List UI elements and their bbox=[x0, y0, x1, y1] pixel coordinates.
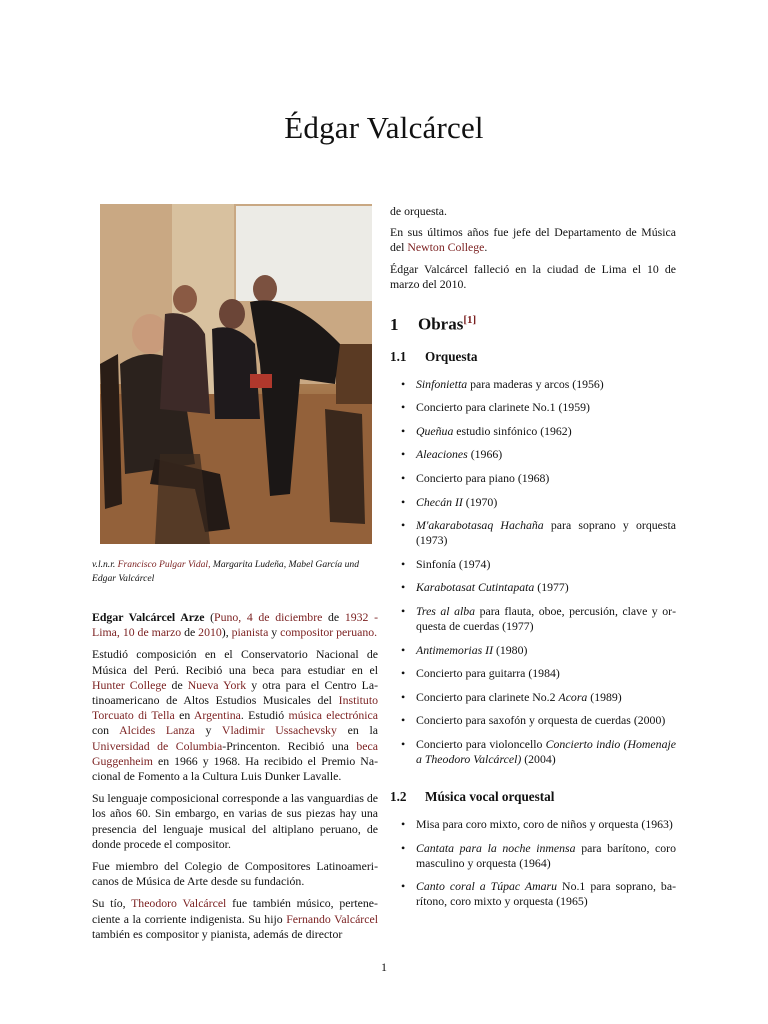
work-details: para soprano y orquesta (1973) bbox=[416, 518, 676, 548]
text-y: y bbox=[271, 625, 278, 640]
link-instituto-di-tella[interactable]: Instituto Torcuato di Tella bbox=[92, 693, 378, 723]
work-item bbox=[390, 557, 676, 572]
text-de-2: de bbox=[184, 625, 196, 640]
bio-continuation: de orquesta. bbox=[390, 204, 447, 218]
link-alcides-lanza[interactable]: Alcides Lanza bbox=[119, 723, 195, 738]
bio-studies bbox=[92, 647, 378, 784]
work-item bbox=[390, 690, 676, 705]
work-item bbox=[390, 737, 676, 767]
work-title: Aleaciones bbox=[416, 447, 468, 462]
work-details: Concierto para clarinete No.1 (1959) bbox=[416, 400, 590, 415]
bio-family bbox=[92, 896, 378, 942]
bio-name: Edgar Valcárcel Arze bbox=[92, 610, 205, 624]
work-item bbox=[390, 518, 676, 548]
bio-death: Édgar Valcárcel falleció en la ciudad de Lima el 10 de marzo del 2010. bbox=[390, 261, 676, 291]
link-fernando-valcarcel[interactable]: Fernando Valcárcel bbox=[286, 911, 378, 926]
text-de: de bbox=[328, 610, 340, 624]
work-details: Sinfonía (1974) bbox=[416, 556, 491, 571]
work-details: (2004) bbox=[521, 751, 556, 766]
work-item bbox=[390, 666, 676, 681]
work-details: (1980) bbox=[493, 642, 528, 657]
page-number: 1 bbox=[381, 960, 387, 974]
link-1932[interactable]: 1932 bbox=[344, 610, 369, 624]
work-title: Checán II bbox=[416, 494, 463, 509]
link-2010[interactable]: 2010 bbox=[198, 625, 222, 640]
reference-link-1[interactable]: [1] bbox=[463, 314, 477, 327]
section-title: Obras bbox=[418, 314, 464, 334]
link-universidad-columbia[interactable]: Universidad de Columbia bbox=[92, 738, 223, 753]
work-details: estudio sinfónico (1962) bbox=[453, 423, 572, 438]
text-paren: ), bbox=[221, 625, 229, 640]
work-item bbox=[390, 643, 676, 658]
link-ussachevsky[interactable]: Vladimir Ussachevsky bbox=[221, 723, 337, 738]
work-details: para maderas y arcos (1956) bbox=[467, 376, 604, 391]
link-hunter-college[interactable]: Hunter College bbox=[92, 677, 167, 692]
text-studies-d: en bbox=[174, 708, 194, 723]
subsection-title: Orquesta bbox=[425, 348, 478, 364]
work-title: M'akarabotasaq Hachaña bbox=[416, 518, 544, 533]
text-studies-h: en la bbox=[336, 723, 378, 738]
work-item bbox=[390, 817, 676, 832]
link-death-date[interactable]: 10 de marzo bbox=[122, 625, 182, 640]
link-theodoro-valcarcel[interactable]: Theodoro Valcárcel bbox=[131, 896, 227, 911]
work-title: Sinfonietta bbox=[416, 376, 468, 391]
text-newton-b: . bbox=[484, 240, 488, 255]
caption-prefix: v.l.n.r. bbox=[92, 559, 118, 570]
work-details: (1970) bbox=[462, 494, 498, 509]
right-column bbox=[390, 204, 676, 931]
work-title: Karabotasat Cutintapata bbox=[416, 580, 535, 595]
text-studies-g: y bbox=[194, 723, 222, 738]
work-prefix: Concierto para violoncello bbox=[416, 736, 546, 751]
work-item bbox=[390, 604, 676, 634]
link-lima[interactable]: - Lima, bbox=[92, 610, 379, 640]
text-studies-c: y otra para el Centro Latinoamericano de Altos Estudios Musicales del bbox=[92, 677, 378, 708]
link-newton-college[interactable]: Newton College bbox=[407, 240, 485, 255]
work-details: para flauta, oboe, percusión, clave y orquesta de cuerdas (1977) bbox=[416, 604, 676, 634]
work-title: Queñua bbox=[416, 423, 454, 438]
text-studies-i: -Princenton. Recibió una bbox=[222, 738, 357, 753]
link-pianista[interactable]: pianista bbox=[231, 625, 269, 640]
work-item bbox=[390, 713, 676, 728]
text-studies-j: en 1966 y 1968. Ha recibido el Premio Nacional de Fomento a la Cultura Luis Dunker Lavalle. bbox=[92, 753, 378, 784]
text-family-c: también es compositor y pianista, además de director bbox=[92, 926, 343, 941]
photo-composers bbox=[100, 204, 372, 544]
text-studies-f: con bbox=[92, 723, 120, 738]
bio-intro: Edgar Valcárcel Arze (Puno, 4 de diciembre de 1932 - Lima, 10 de marzo de 2010), pianista y compositor peruano. bbox=[92, 610, 379, 640]
work-details: para barítono, coro masculino y orquesta (1964) bbox=[416, 840, 677, 870]
work-title: Tres al alba bbox=[416, 604, 476, 619]
work-item bbox=[390, 879, 676, 909]
work-details: (1977) bbox=[534, 580, 569, 595]
caption-link-pulgar-vidal[interactable]: Francisco Pulgar Vidal, bbox=[117, 559, 211, 570]
left-column bbox=[92, 204, 378, 949]
work-item bbox=[390, 447, 676, 462]
text-newton-a: En sus últimos años fue jefe del Departamento de Música del bbox=[390, 225, 676, 255]
subsection-orquesta-heading bbox=[390, 349, 676, 365]
work-item bbox=[390, 400, 676, 415]
work-title: Antimemorias II bbox=[416, 642, 493, 657]
link-argentina[interactable]: Argentina bbox=[193, 708, 241, 723]
work-item bbox=[390, 471, 676, 486]
text-family-b: fue también músico, perteneciente a la corriente indigenista. Su hijo bbox=[92, 896, 378, 926]
work-details: Concierto para piano (1968) bbox=[416, 471, 550, 486]
work-item bbox=[390, 424, 676, 439]
subsection-number: 1.1 bbox=[390, 348, 407, 364]
work-details: Misa para coro mixto, coro de niños y orquesta (1963) bbox=[416, 816, 673, 831]
bio-membership: Fue miembro del Colegio de Compositores Latinoamericanos de Música de Arte desde su fundación. bbox=[92, 859, 378, 889]
subsection-vocal-heading bbox=[390, 789, 676, 805]
link-puno-birth[interactable]: Puno, 4 de diciembre bbox=[214, 610, 323, 624]
bio-newton bbox=[390, 225, 676, 255]
work-item bbox=[390, 495, 676, 510]
link-beca-guggenheim[interactable]: beca Guggenheim bbox=[92, 738, 378, 768]
work-title: Acora bbox=[558, 689, 588, 704]
text-studies-b: de bbox=[166, 677, 188, 692]
caption-rest: Margarita Ludeña, Mabel García und Edgar Valcárcel bbox=[92, 559, 360, 584]
subsection-title: Música vocal orquestal bbox=[425, 788, 555, 804]
work-item bbox=[390, 580, 676, 595]
work-details: Concierto para guitarra (1984) bbox=[416, 666, 560, 681]
work-item bbox=[390, 841, 676, 871]
work-item bbox=[390, 377, 676, 392]
work-title: Cantata para la noche inmensa bbox=[416, 840, 576, 855]
work-details: No.1 para soprano, barítono, coro mixto y orquesta (1965) bbox=[416, 879, 676, 909]
work-title: Concierto indio (Homenaje a Theodoro Valcárcel) bbox=[416, 736, 676, 766]
work-title: Canto coral a Túpac Amaru bbox=[416, 879, 558, 894]
work-prefix: Concierto para clarinete No.2 bbox=[416, 689, 559, 704]
work-details: Concierto para saxofón y orquesta de cuerdas (2000) bbox=[416, 713, 666, 728]
work-details: (1966) bbox=[467, 447, 503, 462]
work-details: (1989) bbox=[587, 689, 622, 704]
text-studies-e: . Estudió bbox=[240, 708, 289, 723]
page-title: Édgar Valcárcel bbox=[284, 110, 484, 145]
link-compositor-peruano[interactable]: compositor peruano. bbox=[280, 625, 378, 640]
biography bbox=[92, 610, 378, 942]
text-studies-a: Estudió composición en el Conservatorio Nacional de Música del Perú. Recibió una beca para estudiar en el bbox=[92, 647, 378, 677]
section-number: 1 bbox=[390, 314, 399, 334]
link-nueva-york[interactable]: Nueva York bbox=[187, 677, 247, 692]
photo-caption bbox=[92, 558, 378, 586]
photo-illustration bbox=[100, 204, 372, 544]
text-family-a: Su tío, bbox=[92, 896, 132, 911]
works-list-orquesta bbox=[390, 377, 676, 767]
bio-style: Su lenguaje composicional corresponde a las vanguardias de los años 60. Sin embargo, en varias de sus piezas hay una presencia del lenguaje musical del altiplano peruano, de donde procede el compositor. bbox=[92, 791, 378, 851]
section-obras-heading bbox=[390, 314, 676, 335]
works-list-vocal bbox=[390, 817, 676, 909]
link-musica-electronica[interactable]: música electrónica bbox=[288, 708, 378, 723]
subsection-number: 1.2 bbox=[390, 788, 407, 804]
